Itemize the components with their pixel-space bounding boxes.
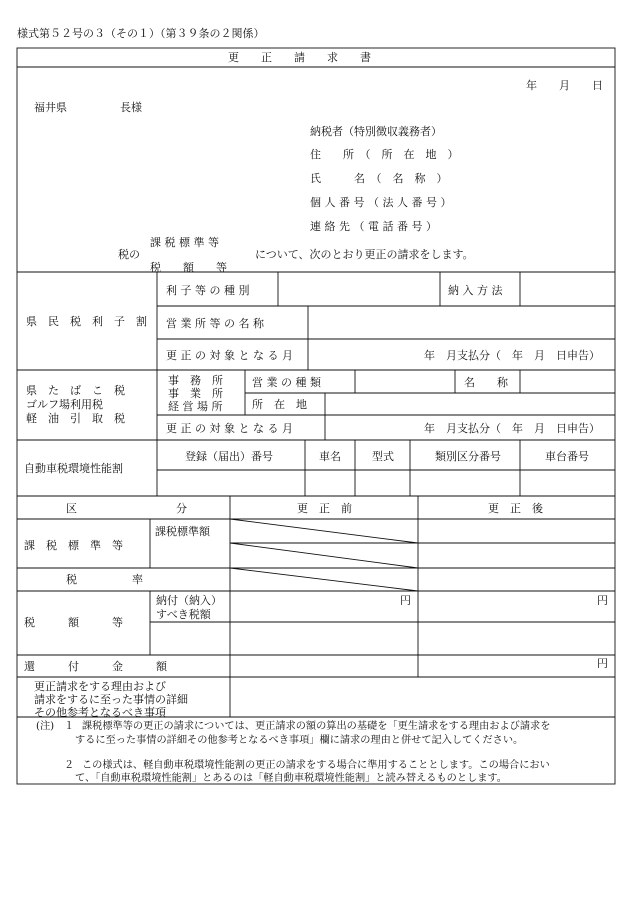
before-header: 更 正 前: [297, 502, 352, 515]
registration-number-label: 登録（届出）番号: [185, 450, 273, 463]
office-label: 事 務 所: [168, 374, 223, 387]
prefecture-label: 福井県: [34, 101, 67, 114]
request-statement: について、次のとおり更正の請求をします。: [255, 248, 474, 261]
tobacco-payment-period-field: 年 月支払分（ 年 月 日申告）: [424, 422, 600, 435]
target-month-label: 更 正 の 対 象 と な る 月: [166, 349, 293, 362]
personal-number-label: 個 人 番 号 （ 法 人 番 号 ）: [310, 196, 452, 209]
reason-label-3: その他参考となるべき事項: [34, 706, 166, 719]
office-name-label: 営 業 所 等 の 名 称: [166, 317, 264, 330]
tax-of-label: 税の: [118, 248, 140, 261]
after-header: 更 正 後: [488, 502, 543, 515]
payable-label-2: すべき税額: [156, 608, 211, 621]
form-number: 様式第５２号の３（その１）（第３９条の２関係）: [17, 27, 265, 40]
date-field: 年 月 日: [526, 79, 603, 92]
model-label: 型式: [372, 450, 394, 463]
tax-standard-label: 課 税 標 準 等: [150, 236, 219, 249]
payment-period-field: 年 月支払分（ 年 月 日申告）: [424, 349, 600, 362]
reason-label-2: 請求をするに至った事情の詳細: [34, 693, 188, 706]
diesel-tax-title: 軽 油 引 取 税: [26, 412, 125, 425]
note-2-line-2: て、「自動車税環境性能割」とあるのは「軽自動車税環境性能割」と読み替えるものとします。: [75, 773, 507, 784]
business-office-label: 事 業 所: [168, 387, 223, 400]
golf-tax-title: ゴルフ場利用税: [26, 398, 103, 411]
interest-tax-title: 県 民 税 利 子 割: [26, 315, 147, 328]
yen-unit-refund: 円: [597, 657, 608, 670]
refund-label: 還 付 金 額: [24, 660, 167, 673]
notes-label: (注): [36, 721, 55, 732]
business-name-label: 名 称: [464, 376, 508, 389]
yen-unit-before: 円: [400, 594, 411, 607]
tax-amount-label: 税 額 等: [150, 261, 227, 274]
tax-amount-etc-label: 税 額 等: [24, 616, 123, 629]
contact-label: 連 絡 先 （ 電 話 番 号 ）: [310, 220, 437, 233]
category-header: 区 分: [66, 502, 187, 515]
chief-label: 長様: [120, 101, 142, 114]
note-1-number: １: [64, 721, 75, 732]
chassis-number-label: 車台番号: [545, 450, 589, 463]
category-number-label: 類別区分番号: [435, 450, 501, 463]
address-label: 住 所 （ 所 在 地 ）: [310, 148, 459, 161]
management-place-label: 経 営 場 所: [168, 400, 223, 413]
vehicle-tax-title: 自動車税環境性能割: [24, 462, 123, 475]
tobacco-target-month-label: 更 正 の 対 象 と な る 月: [166, 422, 293, 435]
tax-standard-amount-label: 課税標準額: [155, 525, 210, 538]
name-label: 氏 名 （ 名 称 ）: [310, 172, 448, 185]
tax-standard-etc-label: 課 税 標 準 等: [24, 539, 123, 552]
location-label: 所 在 地: [252, 398, 307, 411]
tax-rate-label: 税 率: [66, 573, 143, 586]
tobacco-tax-title: 県 た ば こ 税: [26, 384, 125, 397]
note-1-line-2: するに至った事情の詳細その他参考となるべき事項」欄に請求の理由と併せて記入してください。: [75, 735, 524, 746]
note-2-number: ２: [64, 760, 75, 771]
payment-method-label: 納 入 方 法: [448, 284, 503, 297]
car-name-label: 車名: [319, 450, 341, 463]
reason-label-1: 更正請求をする理由および: [34, 680, 166, 693]
taxpayer-label: 納税者（特別徴収義務者）: [310, 125, 442, 138]
note-1-line-1: 課税標準等の更正の請求については、更正請求の額の算出の基礎を「更生請求をする理由および請求を: [82, 721, 551, 732]
note-2-line-1: この様式は、軽自動車税環境性能割の更正の請求をする場合に準用することとします。この場合におい: [82, 760, 550, 771]
form-title: 更 正 請 求 書: [228, 51, 371, 64]
yen-unit-after: 円: [597, 594, 608, 607]
business-type-label: 営 業 の 種 類: [252, 376, 321, 389]
interest-type-label: 利 子 等 の 種 別: [166, 284, 250, 297]
payable-label-1: 納付（納入）: [156, 594, 222, 607]
